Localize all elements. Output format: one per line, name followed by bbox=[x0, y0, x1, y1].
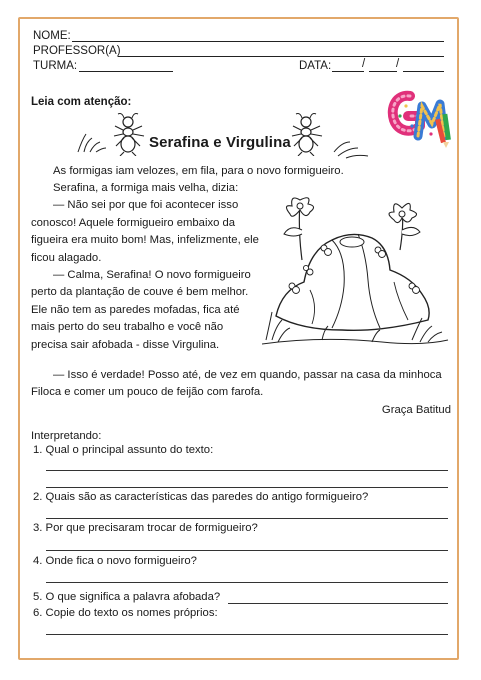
story-paragraph-5: — Isso é verdade! Posso até, de vez em quando, passar na casa da minhoca Filoca e comer um pouco de feijão com farofa. bbox=[31, 369, 442, 399]
story-paragraph-3: — Não sei por que foi acontecer isso conosco! Aquele formigueiro embaixo da figueira era muito bom! Mas, infelizmente, ele ficou alagado. bbox=[31, 199, 259, 264]
turma-label: TURMA: bbox=[33, 60, 78, 72]
answer-line-3[interactable] bbox=[46, 550, 448, 551]
answer-line-1b[interactable] bbox=[46, 487, 448, 488]
anthill-illustration bbox=[262, 190, 452, 361]
grass-doodle-right bbox=[332, 138, 370, 165]
data-separator: / bbox=[396, 58, 400, 70]
answer-line-2[interactable] bbox=[46, 518, 448, 519]
exercise-heading: Interpretando: bbox=[31, 430, 102, 442]
data-label: DATA: bbox=[299, 60, 332, 72]
ant-icon bbox=[290, 112, 324, 161]
question-5: 5. O que significa a palavra afobada? bbox=[33, 591, 221, 603]
answer-line-5[interactable] bbox=[228, 603, 448, 604]
story-paragraph-2: Serafina, a formiga mais velha, dizia: bbox=[53, 182, 239, 194]
grass-doodle-left bbox=[76, 132, 108, 159]
question-2: 2. Quais são as características das paredes do antigo formigueiro? bbox=[33, 491, 369, 503]
professor-field[interactable] bbox=[118, 56, 444, 57]
data-day-field[interactable] bbox=[332, 71, 364, 72]
data-year-field[interactable] bbox=[403, 71, 444, 72]
author-credit: Graça Batitud bbox=[381, 404, 451, 416]
answer-line-1a[interactable] bbox=[46, 470, 448, 471]
nome-field[interactable] bbox=[72, 41, 444, 42]
answer-line-4[interactable] bbox=[46, 582, 448, 583]
professor-label: PROFESSOR(A) bbox=[33, 45, 121, 57]
nome-label: NOME: bbox=[33, 30, 71, 42]
ant-icon bbox=[112, 112, 146, 161]
data-month-field[interactable] bbox=[369, 71, 397, 72]
question-3: 3. Por que precisaram trocar de formigueiro? bbox=[33, 522, 258, 534]
story-paragraph-1: As formigas iam velozes, em fila, para o novo formigueiro. bbox=[53, 165, 344, 177]
question-4: 4. Onde fica o novo formigueiro? bbox=[33, 555, 197, 567]
turma-field[interactable] bbox=[79, 71, 173, 72]
story-text-column bbox=[31, 180, 259, 354]
data-separator: / bbox=[362, 58, 366, 70]
story-paragraph-4: — Calma, Serafina! O novo formigueiro perto da plantação de couve é bem melhor. Ele não tem as paredes mofadas, fica até mais perto do seu trabalho e você não precisa sair afobada - disse Virgulina. bbox=[31, 269, 251, 351]
answer-line-6[interactable] bbox=[46, 634, 448, 635]
gm-logo bbox=[386, 86, 452, 148]
lead-instruction: Leia com atenção: bbox=[31, 96, 132, 108]
story-title: Serafina e Virgulina bbox=[149, 134, 291, 151]
question-1: 1. Qual o principal assunto do texto: bbox=[33, 444, 214, 456]
question-6: 6. Copie do texto os nomes próprios: bbox=[33, 607, 218, 619]
